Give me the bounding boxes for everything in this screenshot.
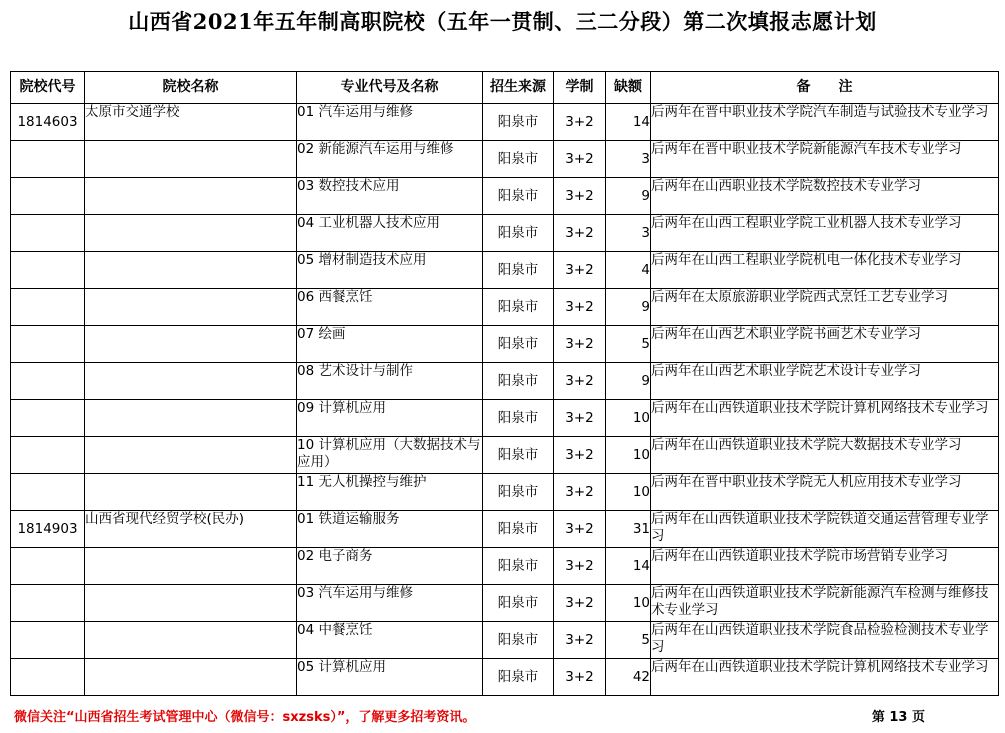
school-name-cell — [85, 326, 297, 363]
quota-cell: 5 — [606, 622, 651, 659]
system-cell: 3+2 — [554, 437, 606, 474]
source-cell: 阳泉市 — [483, 104, 554, 141]
system-cell: 3+2 — [554, 622, 606, 659]
major-cell: 09 计算机应用 — [297, 400, 483, 437]
page-number: 第 13 页 — [871, 710, 925, 725]
quota-cell: 31 — [606, 511, 651, 548]
major-cell: 03 汽车运用与维修 — [297, 585, 483, 622]
quota-cell: 9 — [606, 363, 651, 400]
school-name-cell — [85, 363, 297, 400]
note-cell: 后两年在晋中职业技术学院无人机应用技术专业学习 — [651, 474, 999, 511]
table-row — [11, 252, 999, 289]
school-code-cell — [11, 437, 85, 474]
table-row — [11, 141, 999, 178]
table-row — [11, 585, 999, 622]
table-header-row — [11, 72, 999, 104]
major-cell: 11 无人机操控与维护 — [297, 474, 483, 511]
quota-cell: 3 — [606, 215, 651, 252]
note-cell: 后两年在山西铁道职业技术学院大数据技术专业学习 — [651, 437, 999, 474]
table-row — [11, 363, 999, 400]
source-cell: 阳泉市 — [483, 141, 554, 178]
table-row — [11, 659, 999, 696]
major-cell: 06 西餐烹饪 — [297, 289, 483, 326]
school-code-cell: 1814903 — [11, 511, 85, 548]
school-code-cell — [11, 326, 85, 363]
note-cell: 后两年在山西艺术职业学院艺术设计专业学习 — [651, 363, 999, 400]
quota-cell: 9 — [606, 289, 651, 326]
major-cell: 08 艺术设计与制作 — [297, 363, 483, 400]
quota-cell: 10 — [606, 585, 651, 622]
quota-cell: 42 — [606, 659, 651, 696]
school-code-cell — [11, 252, 85, 289]
source-cell: 阳泉市 — [483, 585, 554, 622]
school-code-cell — [11, 178, 85, 215]
note-cell: 后两年在晋中职业技术学院新能源汽车技术专业学习 — [651, 141, 999, 178]
school-name-cell: 太原市交通学校 — [85, 104, 297, 141]
table-body — [11, 104, 999, 696]
school-name-cell — [85, 178, 297, 215]
table-row — [11, 474, 999, 511]
school-code-cell: 1814603 — [11, 104, 85, 141]
school-code-cell — [11, 622, 85, 659]
major-cell: 02 新能源汽车运用与维修 — [297, 141, 483, 178]
source-cell: 阳泉市 — [483, 622, 554, 659]
source-cell: 阳泉市 — [483, 548, 554, 585]
school-code-cell — [11, 289, 85, 326]
note-cell: 后两年在太原旅游职业学院西式烹饪工艺专业学习 — [651, 289, 999, 326]
school-name-cell — [85, 474, 297, 511]
note-cell: 后两年在山西铁道职业技术学院新能源汽车检测与维修技术专业学习 — [651, 585, 999, 622]
school-code-cell — [11, 659, 85, 696]
system-cell: 3+2 — [554, 474, 606, 511]
school-name-cell — [85, 289, 297, 326]
source-cell: 阳泉市 — [483, 363, 554, 400]
system-cell: 3+2 — [554, 104, 606, 141]
table-row — [11, 548, 999, 585]
table-row — [11, 326, 999, 363]
quota-cell: 3 — [606, 141, 651, 178]
system-cell: 3+2 — [554, 585, 606, 622]
note-cell: 后两年在山西铁道职业技术学院计算机网络技术专业学习 — [651, 400, 999, 437]
source-cell: 阳泉市 — [483, 252, 554, 289]
table-row — [11, 104, 999, 141]
system-cell: 3+2 — [554, 141, 606, 178]
system-cell: 3+2 — [554, 289, 606, 326]
system-cell: 3+2 — [554, 400, 606, 437]
school-name-cell — [85, 400, 297, 437]
note-cell: 后两年在山西铁道职业技术学院食品检验检测技术专业学习 — [651, 622, 999, 659]
header-quota: 缺额 — [606, 72, 651, 104]
major-cell: 02 电子商务 — [297, 548, 483, 585]
quota-cell: 10 — [606, 400, 651, 437]
major-cell: 04 中餐烹饪 — [297, 622, 483, 659]
school-name-cell — [85, 215, 297, 252]
source-cell: 阳泉市 — [483, 289, 554, 326]
major-cell: 01 铁道运输服务 — [297, 511, 483, 548]
system-cell: 3+2 — [554, 363, 606, 400]
source-cell: 阳泉市 — [483, 326, 554, 363]
header-school-name: 院校名称 — [85, 72, 297, 104]
system-cell: 3+2 — [554, 511, 606, 548]
major-cell: 04 工业机器人技术应用 — [297, 215, 483, 252]
table-row — [11, 178, 999, 215]
school-name-cell: 山西省现代经贸学校(民办) — [85, 511, 297, 548]
system-cell: 3+2 — [554, 326, 606, 363]
note-cell: 后两年在山西工程职业学院机电一体化技术专业学习 — [651, 252, 999, 289]
major-cell: 03 数控技术应用 — [297, 178, 483, 215]
quota-cell: 10 — [606, 437, 651, 474]
major-cell: 01 汽车运用与维修 — [297, 104, 483, 141]
quota-cell: 14 — [606, 548, 651, 585]
table-row — [11, 400, 999, 437]
header-system: 学制 — [554, 72, 606, 104]
system-cell: 3+2 — [554, 215, 606, 252]
school-name-cell — [85, 548, 297, 585]
source-cell: 阳泉市 — [483, 474, 554, 511]
school-code-cell — [11, 215, 85, 252]
quota-cell: 4 — [606, 252, 651, 289]
note-cell: 后两年在晋中职业技术学院汽车制造与试验技术专业学习 — [651, 104, 999, 141]
table-row — [11, 437, 999, 474]
source-cell: 阳泉市 — [483, 178, 554, 215]
school-name-cell — [85, 622, 297, 659]
system-cell: 3+2 — [554, 252, 606, 289]
wechat-notice: 微信关注“山西省招生考试管理中心（微信号：sxzsks）”，了解更多招考资讯。 — [14, 710, 476, 725]
header-major: 专业代号及名称 — [297, 72, 483, 104]
table-row — [11, 289, 999, 326]
source-cell: 阳泉市 — [483, 437, 554, 474]
note-cell: 后两年在山西工程职业学院工业机器人技术专业学习 — [651, 215, 999, 252]
note-cell: 后两年在山西艺术职业学院书画艺术专业学习 — [651, 326, 999, 363]
school-name-cell — [85, 437, 297, 474]
quota-cell: 9 — [606, 178, 651, 215]
school-name-cell — [85, 141, 297, 178]
school-code-cell — [11, 548, 85, 585]
school-name-cell — [85, 252, 297, 289]
quota-cell: 14 — [606, 104, 651, 141]
quota-cell: 5 — [606, 326, 651, 363]
note-cell: 后两年在山西铁道职业技术学院市场营销专业学习 — [651, 548, 999, 585]
table-row — [11, 215, 999, 252]
source-cell: 阳泉市 — [483, 659, 554, 696]
source-cell: 阳泉市 — [483, 215, 554, 252]
system-cell: 3+2 — [554, 659, 606, 696]
school-name-cell — [85, 585, 297, 622]
source-cell: 阳泉市 — [483, 511, 554, 548]
header-note: 备 注 — [651, 72, 999, 104]
school-code-cell — [11, 363, 85, 400]
school-code-cell — [11, 585, 85, 622]
major-cell: 05 计算机应用 — [297, 659, 483, 696]
page-title: 山西省2021年五年制高职院校（五年一贯制、三二分段）第二次填报志愿计划 — [128, 9, 877, 34]
header-source: 招生来源 — [483, 72, 554, 104]
system-cell: 3+2 — [554, 178, 606, 215]
major-cell: 05 增材制造技术应用 — [297, 252, 483, 289]
quota-cell: 10 — [606, 474, 651, 511]
plan-table — [10, 71, 999, 696]
note-cell: 后两年在山西铁道职业技术学院铁道交通运营管理专业学习 — [651, 511, 999, 548]
source-cell: 阳泉市 — [483, 400, 554, 437]
header-school-code: 院校代号 — [11, 72, 85, 104]
major-cell: 07 绘画 — [297, 326, 483, 363]
school-code-cell — [11, 400, 85, 437]
table-row — [11, 511, 999, 548]
school-name-cell — [85, 659, 297, 696]
table-row — [11, 622, 999, 659]
school-code-cell — [11, 141, 85, 178]
major-cell: 10 计算机应用（大数据技术与应用） — [297, 437, 483, 474]
note-cell: 后两年在山西职业技术学院数控技术专业学习 — [651, 178, 999, 215]
school-code-cell — [11, 474, 85, 511]
system-cell: 3+2 — [554, 548, 606, 585]
note-cell: 后两年在山西铁道职业技术学院计算机网络技术专业学习 — [651, 659, 999, 696]
